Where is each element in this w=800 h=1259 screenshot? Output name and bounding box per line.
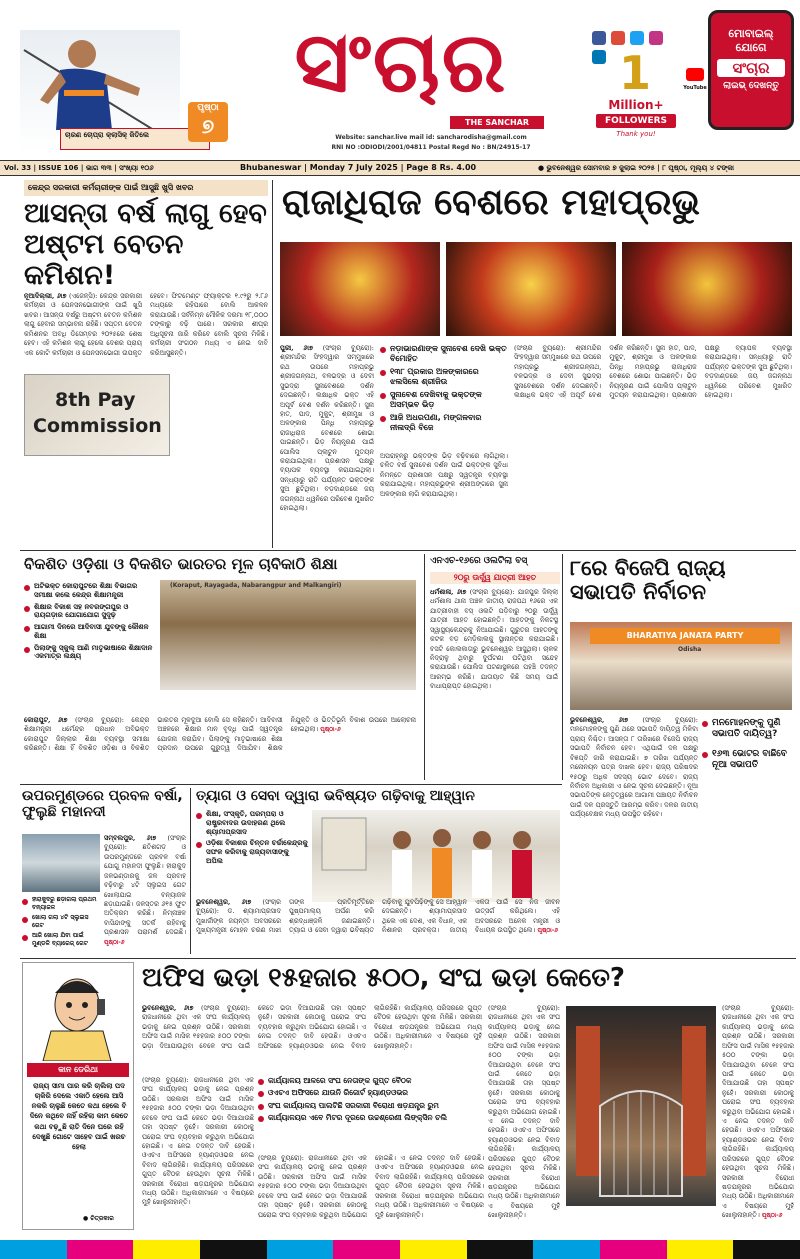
masthead (0, 0, 800, 160)
followers-thanks: Thank you! (616, 130, 656, 138)
jagannath-bullet-2: ୧୩୮ ପ୍ରକାର ଅଳଙ୍କାରରେ ଝଲସିଲେ ଶ୍ରୀଜିଉ (380, 367, 508, 387)
bus-headline: ଏନଏଚ-୧୬ରେ ଓଲଟିଲା ବସ୍ (430, 556, 528, 566)
info-bar-issue: Vol. 33 | ISSUE 106 | ଭାଗ ୩୩ | ସଂଖ୍ୟା ୧୦୬ (4, 164, 154, 172)
rent-body-left (142, 1004, 482, 1072)
education-body-text: (ସଂଚାର ବ୍ୟୁରୋ): କେନ୍ଦ୍ର ଶିକ୍ଷାମନ୍ତ୍ରୀ ଧର୍ମେନ୍ଦ୍ର ପ୍ରଧାନ ଅବିଭକ୍ତ କୋରାପୁଟ ଜିଲ୍ଲାର ଶିକ୍ଷା ବ୍ୟବସ୍ଥା ସମୀକ୍ଷା କରିଛନ୍ତି। ଶିକ୍ଷା ହିଁ ବିକଶିତ ଓଡ଼ିଶା ଓ ବିକଶିତ ଭାରତର ମୂଳଦୁଆ ବୋଲି ସେ କହିଛନ୍ତି। ଆଦିବାସୀ ଅଞ୍ଚଳରେ ଶିକ୍ଷାର ମାନ ବୃଦ୍ଧି ପାଇଁ ସ୍ୱତନ୍ତ୍ର ଯୋଜନା କରାଯିବ। ପିଲାଙ୍କୁ ମାତୃଭାଷାରେ ଶିକ୍ଷା ପ୍ରଦାନ ଉପରେ ଗୁରୁତ୍ୱ ଦିଆଯିବ। ଶିକ୍ଷକ ନିଯୁକ୍ତି ଓ ଭିତ୍ତିଭୂମି ବିକାଶ ଉପରେ ଆଲୋଚନା ହୋଇଥିଲା। (24, 716, 416, 753)
cartoon-box (22, 962, 134, 1230)
followers-number: 1 (618, 46, 651, 100)
rent-body-repeat-4: (ସଂଚାର ବ୍ୟୁରୋ): ରାଜଧାନୀରେ ଥିବା ଏକ ସଂଘ କାର୍ଯ୍ୟାଳୟ ଭଡ଼ାକୁ ନେଇ ପ୍ରଶ୍ନ ଉଠିଛି। ସରକାରୀ ଅଫିସ ପାଇଁ ମାସିକ ୧୫ହଜାର ୫୦୦ ଟଙ୍କା ଭଡ଼ା ଦିଆଯାଉଥିବା ବେଳେ ସଂଘ ପାଇଁ କେତେ ଭଡ଼ା ଦିଆଯାଉଛି ତାହା ସ୍ପଷ୍ଟ ନୁହେଁ। ସରକାରୀ କୋଠାକୁ ଘରୋଇ ସଂଘ ବ୍ୟବହାର କରୁଥିବା ଅଭିଯୋଗ ହୋଇଛି। ଏ ନେଇ ତଦନ୍ତ ଦାବି ହେଉଛି। ଓଏଚଏ ଅଫିସରେ ହ୍ୟାଣ୍ଡଓଭର ନେଇ ବିବାଦ ଲାଗିରହିଛି। କାର୍ଯ୍ୟାଳୟ ପରିସରରେ ଗୁପ୍ତ ବୈଠକ ହେଉଥିବା ସୂଚନା ମିଳିଛି। ସରକାରୀ ବିରୋଧୀ ଷଡ଼ଯନ୍ତ୍ରର ଅଭିଯୋଗ ମଧ୍ୟ ଉଠିଛି। ଅଧିକାରୀମାନେ ଏ ବିଷୟରେ ମୁହଁ ଖୋଲୁନାହାନ୍ତି। (722, 1004, 794, 1220)
bus-body-text: (ସଂଚାର ବ୍ୟୁରୋ): ଯାଜପୁର ଜିଲ୍ଲା ଧର୍ମଶାଳା ଥାନା ଅଞ୍ଚଳ ଜାତୀୟ ରାଜପଥ ୧୬ରେ ଏକ ଯାତ୍ରୀବାହୀ ବସ୍ ଓଲଟି ପଡ଼ିବାରୁ ୨୦ରୁ ଊର୍ଦ୍ଧ୍ୱ ଯାତ୍ରୀ ଆହତ ହୋଇଛନ୍ତି। ଆହତଙ୍କୁ ନିକଟସ୍ଥ ସ୍ୱାସ୍ଥ୍ୟକେନ୍ଦ୍ରକୁ ନିଆଯାଇଛି। ଗୁରୁତର ଆହତଙ୍କୁ କଟକ ବଡ଼ ମେଡ଼ିକାଲକୁ ସ୍ଥାନାନ୍ତର କରାଯାଇଛି। ବସଟି କୋଲକାତାରୁ ଭୁବନେଶ୍ୱର ଆସୁଥିଲା। ଚାଳକ ନିଦ୍ରାଳୁ ଥିବାରୁ ଦୁର୍ଘଟଣା ଘଟିଥିବା ସନ୍ଦେହ କରାଯାଉଛି। ପୋଲିସ ଘଟଣାସ୍ଥଳରେ ପହଞ୍ଚି ତଦନ୍ତ ଆରମ୍ଭ କରିଛି। ଯାତାୟାତ କିଛି ସମୟ ପାଇଁ ବାଧାପ୍ରାପ୍ତ ହୋଇଥିଲା। (430, 588, 558, 691)
story-pay-commission (0, 178, 270, 548)
office-gate-photo (566, 1006, 716, 1206)
bjp-body-text: (ସଂଚାର ବ୍ୟୁରୋ): ମନମୋହନଙ୍କୁ ପୁଣି ଥରେ ସଭାପତି ଦାୟିତ୍ୱ ମିଳିବା ପ୍ରାୟ ନିଶ୍ଚିତ। ଆସନ୍ତା ୮ ତାରିଖରେ ବିଜେପି ରାଜ୍ୟ ସଭାପତି ନିର୍ବାଚନ ହେବ। ଏଥିପାଇଁ ଦଳ ପକ୍ଷରୁ ବିଜ୍ଞପ୍ତି ଜାରି କରାଯାଇଛି। ୭ ତାରିଖ ପର୍ଯ୍ୟନ୍ତ ମନୋନୟନ ପତ୍ର ଦାଖଲ ହେବ। ରାଜ୍ୟ ପରିଷଦର ୧୫୦ରୁ ଅଧିକ ସଦସ୍ୟ ଭୋଟ ଦେବେ। ରାଜ୍ୟ ନିର୍ବାଚନ ଅଧିକାରୀ ଏ ନେଇ ସୂଚନା ଦେଇଛନ୍ତି। ନୂଆ ସଭାପତିଙ୍କ ନେତୃତ୍ୱରେ ଆଗାମୀ ପଞ୍ଚାୟତ ନିର୍ବାଚନ ପାଇଁ ଦଳ ପ୍ରସ୍ତୁତି ଆରମ୍ଭ କରିବ। ଦଳର ଜାତୀୟ ପର୍ଯ୍ୟବେକ୍ଷକ ମଧ୍ୟ ଉପସ୍ଥିତ ରହିବେ। (570, 716, 698, 819)
column-divider-3 (562, 554, 563, 780)
education-photo-caption: (Koraput, Rayagada, Nabarangpur and Malkangiri) (170, 582, 342, 589)
jagannath-dateline: ପୁରୀ, ୬ା୭ (280, 344, 313, 352)
tribute-figures-icon (312, 810, 560, 902)
mobile-promo-line-2: ଯୋଗେ (735, 41, 767, 54)
jagannath-bullet-3: ସୁନାବେଶ ଦେଖିବାକୁ ଭକ୍ତଙ୍କ ଅସମ୍ଭବ ଭିଡ଼ (380, 390, 508, 410)
sacrifice-bullets (196, 810, 308, 894)
facebook-icon (592, 31, 606, 45)
sacrifice-body (196, 898, 560, 954)
story-bjp (566, 552, 796, 856)
rent-body-repeat-2: (ସଂଚାର ବ୍ୟୁରୋ): ରାଜଧାନୀରେ ଥିବା ଏକ ସଂଘ କାର୍ଯ୍ୟାଳୟ ଭଡ଼ାକୁ ନେଇ ପ୍ରଶ୍ନ ଉଠିଛି। ସରକାରୀ ଅଫିସ ପାଇଁ ମାସିକ ୧୫ହଜାର ୫୦୦ ଟଙ୍କା ଭଡ଼ା ଦିଆଯାଉଥିବା ବେଳେ ସଂଘ ପାଇଁ କେତେ ଭଡ଼ା ଦିଆଯାଉଛି ତାହା ସ୍ପଷ୍ଟ ନୁହେଁ। ସରକାରୀ କୋଠାକୁ ଘରୋଇ ସଂଘ ବ୍ୟବହାର କରୁଥିବା ଅଭିଯୋଗ ହୋଇଛି। ଏ ନେଇ ତଦନ୍ତ ଦାବି ହେଉଛି। ଓଏଚଏ ଅଫିସରେ ହ୍ୟାଣ୍ଡଓଭର ନେଇ ବିବାଦ ଲାଗିରହିଛି। କାର୍ଯ୍ୟାଳୟ ପରିସରରେ ଗୁପ୍ତ ବୈଠକ ହେଉଥିବା ସୂଚନା ମିଳିଛି। ସରକାରୀ ବିରୋଧୀ ଷଡ଼ଯନ୍ତ୍ରର ଅଭିଯୋଗ ମଧ୍ୟ ଉଠିଛି। ଅଧିକାରୀମାନେ ଏ ବିଷୟରେ ମୁହଁ ଖୋଲୁନାହାନ୍ତି। (258, 1154, 484, 1219)
bus-subhead: ୨୦ରୁ ଊର୍ଦ୍ଧ୍ୱ ଯାତ୍ରୀ ଆହତ (430, 572, 560, 584)
pay-kicker: କେନ୍ଦ୍ର ସରକାରୀ କର୍ମଚାରୀଙ୍କ ପାଇଁ ଆସୁଛି ଖୁସି ଖବର (24, 180, 268, 196)
cartoon-man-on-phone-icon (25, 965, 131, 1061)
youtube-badge (682, 66, 708, 91)
rent-bullet-1: କାର୍ଯ୍ୟାଳୟ ଆଳରେ ସଂଘ ନେତାଙ୍କ ଗୁପ୍ତ ବୈଠକ (258, 1076, 484, 1085)
hirakud-dam-photo (22, 834, 100, 892)
bjp-body (570, 716, 698, 854)
rain-bullet-1: ହୀରାକୁଦରୁ ଛଡ଼ାଗଲା ପ୍ରଥମ ବନ୍ୟାଜଳ (22, 896, 100, 911)
rent-body-repeat-3: (ସଂଚାର ବ୍ୟୁରୋ): ରାଜଧାନୀରେ ଥିବା ଏକ ସଂଘ କାର୍ଯ୍ୟାଳୟ ଭଡ଼ାକୁ ନେଇ ପ୍ରଶ୍ନ ଉଠିଛି। ସରକାରୀ ଅଫିସ ପାଇଁ ମାସିକ ୧୫ହଜାର ୫୦୦ ଟଙ୍କା ଭଡ଼ା ଦିଆଯାଉଥିବା ବେଳେ ସଂଘ ପାଇଁ କେତେ ଭଡ଼ା ଦିଆଯାଉଛି ତାହା ସ୍ପଷ୍ଟ ନୁହେଁ। ସରକାରୀ କୋଠାକୁ ଘରୋଇ ସଂଘ ବ୍ୟବହାର କରୁଥିବା ଅଭିଯୋଗ ହୋଇଛି। ଏ ନେଇ ତଦନ୍ତ ଦାବି ହେଉଛି। ଓଏଚଏ ଅଫିସରେ ହ୍ୟାଣ୍ଡଓଭର ନେଇ ବିବାଦ ଲାଗିରହିଛି। କାର୍ଯ୍ୟାଳୟ ପରିସରରେ ଗୁପ୍ତ ବୈଠକ ହେଉଥିବା ସୂଚନା ମିଳିଛି। ସରକାରୀ ବିରୋଧୀ ଷଡ଼ଯନ୍ତ୍ରର ଅଭିଯୋଗ ମଧ୍ୟ ଉଠିଛି। ଅଧିକାରୀମାନେ ଏ ବିଷୟରେ ମୁହଁ ଖୋଲୁନାହାନ୍ତି। (488, 1004, 560, 1220)
pay-commission-image (24, 374, 170, 456)
promo-page-number: ୭ (201, 114, 215, 138)
followers-million: Million+ (608, 98, 664, 112)
education-page-ref[interactable]: ପୃଷ୍ଠା-୬ (320, 726, 341, 734)
rent-bullets (258, 1076, 484, 1150)
bjp-bullet-2: ୧୬୩ ଭୋଟର ବାଛିବେ ନୂଆ ସଭାପତି (702, 749, 794, 772)
masthead-title: ସଂଚାର (294, 13, 508, 111)
masthead-website: Website: sanchar.live mail id: sanchar​odisha@gmail.com (335, 134, 527, 141)
rent-bullet-3: ସଂଘ କାର୍ଯ୍ୟାଳୟ ପାଲଟିଛି ସରକାରୀ ବିରୋଧୀ ଷଡ଼ଯନ୍ତ୍ର ରୁମ (258, 1101, 484, 1110)
rent-dateline: ଭୁବନେଶ୍ୱର, ୬ା୭ (142, 1004, 194, 1012)
pay-image-text-2: Commission (33, 415, 162, 437)
twitter-icon (630, 31, 644, 45)
jagannath-photo-1 (280, 242, 440, 336)
education-headline: ବିକଶିତ ଓଡ଼ିଶା ଓ ବିକଶିତ ଭାରତର ମୂଳ ଚାବିକାଠି ଶିକ୍ଷା (24, 555, 338, 573)
bjp-sign-sub: Odisha (678, 646, 702, 653)
story-sacrifice (194, 786, 562, 956)
info-bar-date-odia: ● ଭୁବନେଶ୍ୱର ସୋମବାର ୭ ଜୁଲାଇ ୨୦୨୫ | ୮ ପୃଷ୍ଠା, ମୂଲ୍ୟ ୪ ଟଙ୍କା (538, 164, 735, 172)
masthead-english-name: THE SANCHAR (465, 118, 529, 127)
followers-label: FOLLOWERS (596, 114, 676, 128)
jagannath-bullet-4: ଆଜି ଅଧରପଣା, ମଙ୍ଗଳବାର ନୀଳାଦ୍ରି ବିଜେ (380, 413, 508, 433)
rent-page-ref[interactable]: ପୃଷ୍ଠା-୬ (761, 1212, 783, 1220)
jagannath-photo-2 (446, 242, 616, 336)
column-divider-2 (424, 554, 425, 780)
rain-dateline: ସମ୍ବଲପୁର, ୬ା୭ (104, 834, 157, 842)
story-education (20, 552, 420, 784)
youtube-label: YouTube (683, 85, 707, 91)
mobile-promo-line-4: ଲାଇଭ୍ ଦେଖନ୍ତୁ (723, 81, 779, 91)
jagannath-headline: ରାଜାଧିରାଜ ବେଶରେ ମହାପ୍ରଭୁ (282, 182, 701, 223)
google-plus-icon (611, 31, 625, 45)
sacrifice-page-ref[interactable]: ପୃଷ୍ଠା-୬ (537, 927, 558, 935)
sacrifice-bullet-1: ଶିକ୍ଷା, ସଂସ୍କୃତି, ପରମ୍ପରା ଓ ରାଷ୍ଟ୍ରବାଦର ଉଦାହରଣ ଥିଲେ ଶ୍ୟାମାପ୍ରସାଦ (196, 810, 308, 836)
bjp-bullets (702, 718, 794, 828)
rain-body (104, 834, 186, 954)
color-registration-strip (0, 1240, 800, 1259)
jagannath-photo-3 (622, 242, 792, 336)
education-bullet-1: ଅଟିଭକ୍ତ କୋରାପୁଟରେ ଶିକ୍ଷା ବିଭାଗର ସମୀକ୍ଷା କଲେ କେନ୍ଦ୍ର ଶିକ୍ଷାମନ୍ତ୍ରୀ (24, 582, 154, 600)
mobile-promo-line-1: ମୋବାଇଲ୍ (728, 27, 774, 40)
sacrifice-bullet-2: ଓଡ଼ିଶା ବିକାଶର ଚିନ୍ତନ ଚର୍ଚ୍ଚାକେନ୍ଦ୍ରକୁ ସଫଳ କରିବାକୁ ରାଜ୍ୟବାସୀଙ୍କୁ ଅପିଲ (196, 839, 308, 865)
bjp-bullet-1: ମନମୋହନଙ୍କୁ ପୁଣି ସଭାପତି ଦାୟିତ୍ୱ? (702, 718, 794, 741)
jagannath-body-col3 (380, 452, 508, 542)
rent-bullet-4: କାର୍ଯ୍ୟାଳୟର ଏବେ ମିଟର ଦୂରରେ ଉଚ୍ଚଶ୍ରେଣୀ ଲିଙ୍କ୍‌ସିନ ଚଲି (258, 1113, 484, 1122)
jagannath-body-text: (ସଂଚାର ବ୍ୟୁରୋ): ଶ୍ରୀମନ୍ଦିର ସିଂହଦ୍ୱାର ସମ୍ମୁଖରେ ରଥ ଉପରେ ମହାପ୍ରଭୁ ଶ୍ରୀଜଗନ୍ନାଥ, ବଳଭଦ୍ର ଓ ଦେବୀ ସୁଭଦ୍ରା ସୁନାବେଶରେ ଦର୍ଶନ ଦେଇଛନ୍ତି। ଲକ୍ଷାଧିକ ଭକ୍ତ ଏହି ଅପୂର୍ବ ବେଶ ଦର୍ଶନ କରିଛନ୍ତି। ସୁନା ହାତ, ପାଦ, ମୁକୁଟ, ଶ୍ରୀମୁଖ ଓ ଅଳଙ୍କାର ପିନ୍ଧି ମହାପ୍ରଭୁ ରାଜାଧିରାଜ ବେଶରେ ଶୋଭା ପାଇଛନ୍ତି। ଭିଡ଼ ନିୟନ୍ତ୍ରଣ ପାଇଁ ପୋଲିସ ପ୍ଲାଟୁନ ମୁତୟନ କରାଯାଇଥିଲା। ପ୍ରଶାସନ ପକ୍ଷରୁ ବ୍ୟାପକ ବ୍ୟବସ୍ଥା କରାଯାଇଥିଲା। ସନ୍ଧ୍ୟାରୁ ରାତି ପର୍ଯ୍ୟନ୍ତ ଭକ୍ତଙ୍କ ସୁଅ ଛୁଟିଥିଲା। ବଡ଼ଦାଣ୍ଡରେ ଜୟ ଜଗନ୍ନାଥ ଧ୍ୱନିରେ ପରିବେଶ ମୁଖରିତ ହୋଇଥିଲା। (280, 344, 374, 513)
rain-page-ref[interactable]: ପୃଷ୍ଠା-୬ (104, 938, 125, 946)
education-body (24, 716, 416, 782)
pay-headline: ଆସନ୍ତା ବର୍ଷ ଲାଗୁ ହେବ ଅଷ୍ଟମ ବେତନ କମିଶନ! (24, 198, 267, 292)
cartoon-author: ● ଚିତ୍ରକାର (83, 1215, 114, 1222)
column-divider-1 (272, 180, 273, 548)
education-meeting-photo (160, 580, 416, 690)
social-icons-row (592, 30, 680, 46)
rain-bullet-2: ଖୋଲା ଗଲା ୪ଟି ସ୍ଲୁଇସ ଗେଟ (22, 914, 100, 929)
bjp-headline: ୮ରେ ବିଜେପି ରାଜ୍ୟ ସଭାପତି ନିର୍ବାଚନ (570, 556, 726, 605)
pay-dateline: ନୂଆଦିଲ୍ଲୀ, ୬ା୭ (24, 292, 67, 300)
horizontal-divider-1 (20, 550, 796, 551)
masthead-registration: RNI NO :ODIODI/2001/04811 Postal Regd No : BN/24915-17 (331, 144, 531, 151)
info-bar (0, 160, 800, 176)
bjp-office-sign (590, 628, 780, 644)
rain-body-text: (ସଂଚାର ବ୍ୟୁରୋ): ଛତିଶଗଡ଼ ଓ ଉପରମୁଣ୍ଡରେ ପ୍ରବଳ ବର୍ଷା ଯୋଗୁ ମହାନଦୀ ଫୁଲୁଛି। ହୀରାକୁଦ ଜଳଭଣ୍ଡାରକୁ ଜଳ ପ୍ରବାହ ବଢ଼ିବାରୁ ୪ଟି ସ୍ଲୁଇସ ଗେଟ ଖୋଲାଯାଇ ବନ୍ୟାଜଳ ଛଡ଼ାଯାଇଛି। ଜଳସ୍ତର ୬୧୫ ଫୁଟ ଅତିକ୍ରମ କରିଛି। ନିମ୍ନାଞ୍ଚଳ ବାସିନ୍ଦାଙ୍କୁ ସତର୍କ ରହିବାକୁ ପ୍ରଶାସନ ପରାମର୍ଶ ଦେଇଛି। (104, 834, 186, 937)
rent-body-repeat: (ସଂଚାର ବ୍ୟୁରୋ): ରାଜଧାନୀରେ ଥିବା ଏକ ସଂଘ କାର୍ଯ୍ୟାଳୟ ଭଡ଼ାକୁ ନେଇ ପ୍ରଶ୍ନ ଉଠିଛି। ସରକାରୀ ଅଫିସ ପାଇଁ ମାସିକ ୧୫ହଜାର ୫୦୦ ଟଙ୍କା ଭଡ଼ା ଦିଆଯାଉଥିବା ବେଳେ ସଂଘ ପାଇଁ କେତେ ଭଡ଼ା ଦିଆଯାଉଛି ତାହା ସ୍ପଷ୍ଟ ନୁହେଁ। ସରକାରୀ କୋଠାକୁ ଘରୋଇ ସଂଘ ବ୍ୟବହାର କରୁଥିବା ଅଭିଯୋଗ ହୋଇଛି। ଏ ନେଇ ତଦନ୍ତ ଦାବି ହେଉଛି। ଓଏଚଏ ଅଫିସରେ ହ୍ୟାଣ୍ଡଓଭର ନେଇ ବିବାଦ ଲାଗିରହିଛି। କାର୍ଯ୍ୟାଳୟ ପରିସରରେ ଗୁପ୍ତ ବୈଠକ ହେଉଥିବା ସୂଚନା ମିଳିଛି। ସରକାରୀ ବିରୋଧୀ ଷଡ଼ଯନ୍ତ୍ରର ଅଭିଯୋଗ ମଧ୍ୟ ଉଠିଛି। ଅଧିକାରୀମାନେ ଏ ବିଷୟରେ ମୁହଁ ଖୋଲୁନାହାନ୍ତି। (142, 1076, 254, 1207)
bjp-office-photo (570, 622, 792, 710)
jagannath-body-2: ଅପରାହ୍ନରୁ ଭକ୍ତଙ୍କ ଭିଡ଼ ବଢ଼ିବାରେ ଲାଗିଥିଲା। ଚଳିତ ବର୍ଷ ସୁନାବେଶ ଦର୍ଶନ ପାଇଁ ଭକ୍ତଙ୍କ ସୁବିଧା ନିମନ୍ତେ ପ୍ରଶାସନ ପକ୍ଷରୁ ସ୍ୱତନ୍ତ୍ର ବ୍ୟବସ୍ଥା କରାଯାଇଥିଲା। ମହାପ୍ରଭୁଙ୍କ ଶ୍ରୀଅଙ୍ଗରେ ସୁନା ଅଳଙ୍କାର ଲାଗି କରାଯାଇଥିଲା। (380, 452, 508, 498)
rent-body-mid (488, 1004, 560, 1226)
education-dateline: କୋରାପୁଟ, ୬ା୭ (24, 716, 68, 724)
youtube-icon (686, 68, 704, 81)
pay-image-text-1: 8th Pay (55, 389, 136, 411)
story-rain (20, 786, 188, 956)
promo-caption-text: ଚାରଣ ଚୋପ୍ରା କ୍ଲାସିକ୍ ଜିତିଲେ (65, 131, 149, 139)
jagannath-bullet-1: ନଡ଼ାଭାରଣାଙ୍କ ସୁନାବେଶ ଦେଖି ଭକ୍ତ ବିମୋହିତ (380, 344, 508, 364)
jagannath-body-col4 (514, 344, 792, 542)
horizontal-divider-2 (20, 784, 562, 785)
followers-badge (590, 30, 682, 148)
story-rent (138, 962, 796, 1232)
cm-tribute-photo (312, 810, 560, 902)
linkedin-icon (592, 50, 606, 64)
masthead-english-badge (450, 116, 544, 129)
sacrifice-headline: ତ୍ୟାଗ ଓ ସେବା ଦ୍ୱାରା ଭବିଷ୍ୟତ ଗଢ଼ିବାକୁ ଆହ୍ୱାନ (196, 788, 475, 804)
promo-page-badge (188, 102, 228, 142)
story-ac-bus (428, 552, 560, 784)
column-divider-4 (190, 788, 191, 954)
instagram-icon (649, 31, 663, 45)
rent-body-col (142, 1076, 254, 1226)
sacrifice-dateline: ଭୁବନେଶ୍ୱର, ୬ା୭ (196, 898, 252, 906)
rent-headline: ଅଫିସ ଭଡ଼ା ୧୫ହଜାର ୫୦୦, ସଂଘ ଭଡ଼ା କେତେ? (142, 963, 625, 993)
jagannath-body-col1 (280, 344, 374, 542)
rent-body-bottom (258, 1154, 484, 1226)
bus-body (430, 588, 558, 782)
jagannath-body-repeat: (ସଂଚାର ବ୍ୟୁରୋ): ଶ୍ରୀମନ୍ଦିର ସିଂହଦ୍ୱାର ସମ୍ମୁଖରେ ରଥ ଉପରେ ମହାପ୍ରଭୁ ଶ୍ରୀଜଗନ୍ନାଥ, ବଳଭଦ୍ର ଓ ଦେବୀ ସୁଭଦ୍ରା ସୁନାବେଶରେ ଦର୍ଶନ ଦେଇଛନ୍ତି। ଲକ୍ଷାଧିକ ଭକ୍ତ ଏହି ଅପୂର୍ବ ବେଶ ଦର୍ଶନ କରିଛନ୍ତି। ସୁନା ହାତ, ପାଦ, ମୁକୁଟ, ଶ୍ରୀମୁଖ ଓ ଅଳଙ୍କାର ପିନ୍ଧି ମହାପ୍ରଭୁ ରାଜାଧିରାଜ ବେଶରେ ଶୋଭା ପାଇଛନ୍ତି। ଭିଡ଼ ନିୟନ୍ତ୍ରଣ ପାଇଁ ପୋଲିସ ପ୍ଲାଟୁନ ମୁତୟନ କରାଯାଇଥିଲା। ପ୍ରଶାସନ ପକ୍ଷରୁ ବ୍ୟାପକ ବ୍ୟବସ୍ଥା କରାଯାଇଥିଲା। ସନ୍ଧ୍ୟାରୁ ରାତି ପର୍ଯ୍ୟନ୍ତ ଭକ୍ତଙ୍କ ସୁଅ ଛୁଟିଥିଲା। ବଡ଼ଦାଣ୍ଡରେ ଜୟ ଜଗନ୍ନାଥ ଧ୍ୱନିରେ ପରିବେଶ ମୁଖରିତ ହୋଇଥିଲା। (514, 344, 792, 400)
education-bullet-2: ଶିକ୍ଷାର ବିକାଶ ସହ ନବରଙ୍ଗପୁର ଓ ରାୟଗଡ଼ାର ଯୋଗାଯୋଗ ସୁଦୃଢ଼ (24, 603, 154, 621)
rain-headline: ଉପରମୁଣ୍ଡରେ ପ୍ରବଳ ବର୍ଷା, ଫୁଲୁଛି ମହାନଦୀ (22, 788, 183, 821)
education-bullets (24, 582, 154, 712)
story-jagannath (276, 178, 796, 548)
education-bullet-4: ପିଲାଙ୍କୁ ସ୍କୁଲ୍ ଆଣି ମାତୃଭାଷାରେ ଶିକ୍ଷାଦାନ ଏକମାତ୍ର ଲକ୍ଷ୍ୟ (24, 644, 154, 662)
cartoon-verse: ରାଜ୍ୟ ସୀମା ପାର କରି ଚାଲିଲା ପଦ ଚାକିରି ଦେଲେ ଏକାଠି ହେଲେ ଆସି ନକରି ଚାଲୁଛି କେତେ କଥା ହେଲେ ବି ଦିନେ କଥିବେ ନାହିଁ ରହିଲା କାମ କେତେ କଥା ବଢ଼ୁଛି ରାତି ଦିନେ ଘରେ ରହି ଦେଖୁଛି ଗୋଟେ ସାହେବ ପାଇଁ ଖରଚ ହେଲା (29, 1082, 129, 1151)
education-bullet-3: ଆଗାମୀ ଦିନରେ ଆଦିବାସୀ ଯୁବଙ୍କୁ କୌଶଳ ଶିକ୍ଷା (24, 623, 154, 641)
rain-bullet-3: ଆଜି ଖୋଲା ଯିବା ପାଇଁ ମୁଣ୍ଡଳି ବ୍ୟାରେଜ୍ ଗେଟ (22, 932, 100, 947)
rain-bullets (22, 896, 100, 954)
mobile-live-promo (708, 10, 794, 130)
mobile-promo-line-3: ସଂଚାର (717, 59, 785, 77)
bjp-sign-text: BHARATIYA JANATA PARTY (626, 631, 744, 640)
rent-body-right (722, 1004, 794, 1226)
promo-page-label: ପୃଷ୍ଠା (197, 103, 219, 113)
bjp-dateline: ଭୁବନେଶ୍ୱର, ୬ା୭ (570, 716, 629, 724)
pay-body-text: (ଏଜେନ୍ସି): କେନ୍ଦ୍ର ସରକାରୀ କର୍ମଚାରୀ ଓ ପେନସନଭୋଗୀଙ୍କ ପାଇଁ ଖୁସି ଖବର। ଆସନ୍ତା ବର୍ଷରୁ ଅଷ୍ଟମ ବେତନ କମିଶନ ଲାଗୁ ହେବାର ସମ୍ଭାବନା ରହିଛି। ସପ୍ତମ ବେତନ କମିଶନର ଅବଧି ଡିସେମ୍ବର ୨୦୨୫ରେ ଶେଷ ହେବ। ଏହି କମିଶନ ଲାଗୁ ହେଲେ ଦେଶର ପ୍ରାୟ ଏକ କୋଟି କର୍ମଚାରୀ ଓ ପେନସନଭୋଗୀ ଉପକୃତ ହେବେ। ଫିଟମେଣ୍ଟ ଫ୍ୟାକ୍ଟର ୧.୯୨ରୁ ୨.୮୬ ମଧ୍ୟରେ ରହିପାରେ ବୋଲି ଆକଳନ କରାଯାଉଛି। ସର୍ବନିମ୍ନ ମୌଳିକ ଦରମା ୧୮,୦୦୦ ଟଙ୍କାରୁ ବଢ଼ି ପାରେ। ସରକାର ଶୀଘ୍ର ଅଧିସୂଚନା ଜାରି କରିବେ ବୋଲି ସୂଚନା ମିଳିଛି। କର୍ମଚାରୀ ସଂଗଠନ ମଧ୍ୟ ଏ ନେଇ ଦାବି କରିଆସୁଛନ୍ତି। (24, 292, 268, 357)
rent-bullet-2: ଓଏଚଏ ଅଫିସରେ ଯାଉନି ରିଜୋର୍ଟ ହ୍ୟାଣ୍ଡଓଭର (258, 1088, 484, 1097)
bus-dateline: ଧର୍ମଶାଳା, ୬ା୭ (430, 588, 467, 596)
iron-gate-icon (566, 1006, 716, 1206)
sacrifice-body-text: (ସଂଚାର ବ୍ୟୁରୋ): ଡ. ଶ୍ୟାମାପ୍ରସାଦ ମୁଖାର୍ଜୀଙ୍କ ଜୟନ୍ତୀ ଅବସରରେ ମୁଖ୍ୟମନ୍ତ୍ରୀ ମୋହନ ଚରଣ ମାଝୀ ତାଙ୍କ ପ୍ରତିମୂର୍ତ୍ତିରେ ପୁଷ୍ପମାଲ୍ୟ ଅର୍ପଣ କରି ଶ୍ରଦ୍ଧାଞ୍ଜଳି ଜଣାଇଛନ୍ତି। ତ୍ୟାଗ ଓ ସେବା ଦ୍ୱାରା ଭବିଷ୍ୟତ ଗଢ଼ିବାକୁ ଯୁବପିଢ଼ିଙ୍କୁ ସେ ଆହ୍ୱାନ ଦେଇଛନ୍ତି। ଶ୍ୟାମାପ୍ରସାଦ ଥିଲେ ଏକ ଦେଶ, ଏକ ବିଧାନ, ଏକ ନିଶାନର ପ୍ରବକ୍ତା। ଜାତୀୟ ଏକତା ପାଇଁ ସେ ନିଜ ଜୀବନ ଉତ୍ସର୍ଗ କରିଥିଲେ। ଏହି ଅବସରରେ ଅନେକ ମନ୍ତ୍ରୀ ଓ ବିଧାୟକ ଉପସ୍ଥିତ ଥିଲେ। (196, 898, 560, 935)
cartoon-label: କାନ ଡେରିଥା (27, 1063, 129, 1077)
cartoon-illustration (25, 965, 131, 1061)
rent-body-text: (ସଂଚାର ବ୍ୟୁରୋ): ରାଜଧାନୀରେ ଥିବା ଏକ ସଂଘ କାର୍ଯ୍ୟାଳୟ ଭଡ଼ାକୁ ନେଇ ପ୍ରଶ୍ନ ଉଠିଛି। ସରକାରୀ ଅଫିସ ପାଇଁ ମାସିକ ୧୫ହଜାର ୫୦୦ ଟଙ୍କା ଭଡ଼ା ଦିଆଯାଉଥିବା ବେଳେ ସଂଘ ପାଇଁ କେତେ ଭଡ଼ା ଦିଆଯାଉଛି ତାହା ସ୍ପଷ୍ଟ ନୁହେଁ। ସରକାରୀ କୋଠାକୁ ଘରୋଇ ସଂଘ ବ୍ୟବହାର କରୁଥିବା ଅଭିଯୋଗ ହୋଇଛି। ଏ ନେଇ ତଦନ୍ତ ଦାବି ହେଉଛି। ଓଏଚଏ ଅଫିସରେ ହ୍ୟାଣ୍ଡଓଭର ନେଇ ବିବାଦ ଲାଗିରହିଛି। କାର୍ଯ୍ୟାଳୟ ପରିସରରେ ଗୁପ୍ତ ବୈଠକ ହେଉଥିବା ସୂଚନା ମିଳିଛି। ସରକାରୀ ବିରୋଧୀ ଷଡ଼ଯନ୍ତ୍ରର ଅଭିଯୋଗ ମଧ୍ୟ ଉଠିଛି। ଅଧିକାରୀମାନେ ଏ ବିଷୟରେ ମୁହଁ ଖୋଲୁନାହାନ୍ତି। (142, 1004, 482, 1050)
jagannath-bullets (380, 344, 508, 444)
info-bar-date: Bhubaneswar | Monday 7 July 2025 | Page 8 Rs. 4.00 (240, 163, 477, 172)
horizontal-divider-3 (20, 958, 796, 959)
